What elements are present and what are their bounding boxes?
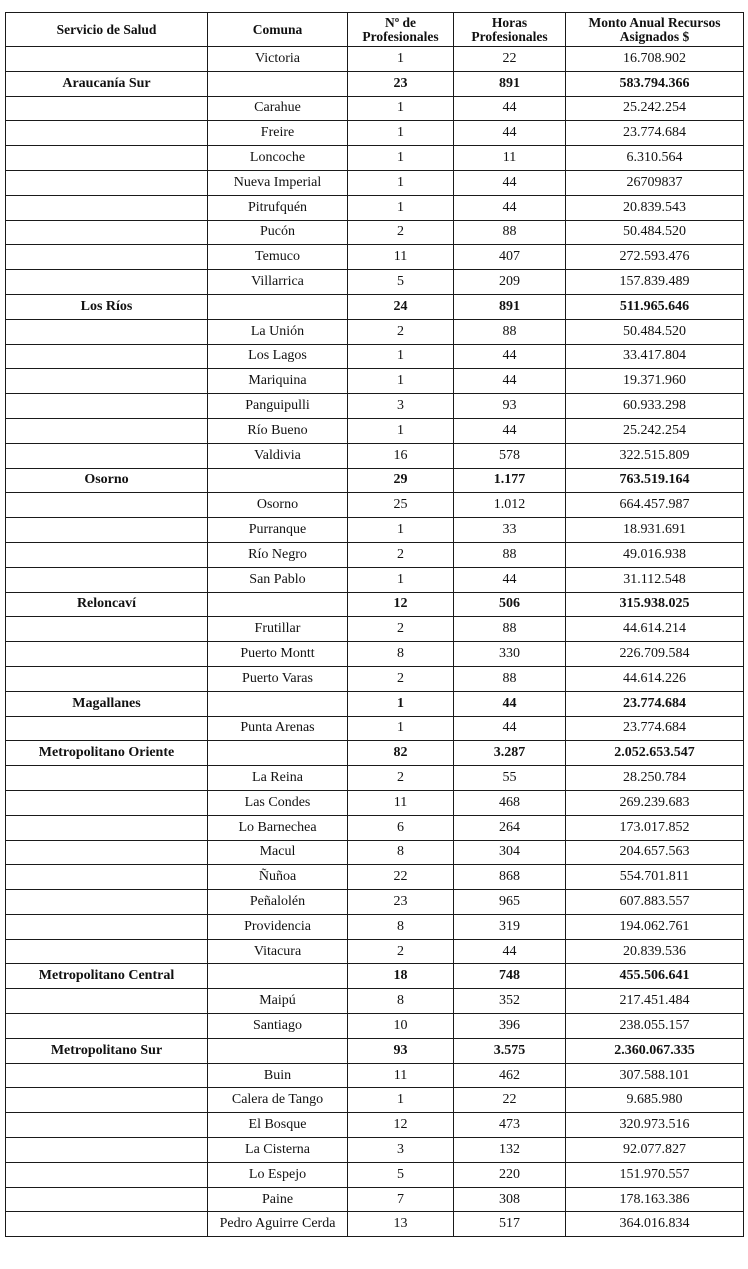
comuna-row xyxy=(6,170,744,195)
cell-comuna: Frutillar xyxy=(208,617,348,642)
cell-servicio-de-salud xyxy=(6,939,208,964)
cell-comuna: Carahue xyxy=(208,96,348,121)
cell-monto-anual: 173.017.852 xyxy=(566,815,744,840)
cell-comuna: Victoria xyxy=(208,47,348,72)
cell-monto-anual: 151.970.557 xyxy=(566,1162,744,1187)
cell-servicio-de-salud xyxy=(6,493,208,518)
cell-servicio-de-salud: Metropolitano Sur xyxy=(6,1038,208,1063)
cell-comuna xyxy=(208,71,348,96)
cell-comuna: Providencia xyxy=(208,914,348,939)
cell-monto-anual: 763.519.164 xyxy=(566,468,744,493)
cell-comuna: San Pablo xyxy=(208,567,348,592)
cell-comuna: Las Condes xyxy=(208,790,348,815)
cell-comuna: Calera de Tango xyxy=(208,1088,348,1113)
cell-horas-profesionales: 44 xyxy=(454,939,566,964)
cell-horas-profesionales: 93 xyxy=(454,394,566,419)
cell-comuna: Lo Barnechea xyxy=(208,815,348,840)
cell-monto-anual: 6.310.564 xyxy=(566,146,744,171)
cell-monto-anual: 269.239.683 xyxy=(566,790,744,815)
comuna-row xyxy=(6,890,744,915)
cell-horas-profesionales: 88 xyxy=(454,617,566,642)
cell-monto-anual: 49.016.938 xyxy=(566,542,744,567)
cell-horas-profesionales: 22 xyxy=(454,47,566,72)
cell-horas-profesionales: 11 xyxy=(454,146,566,171)
cell-comuna: Buin xyxy=(208,1063,348,1088)
cell-num-profesionales: 29 xyxy=(348,468,454,493)
cell-servicio-de-salud: Magallanes xyxy=(6,691,208,716)
cell-servicio-de-salud: Metropolitano Central xyxy=(6,964,208,989)
comuna-row xyxy=(6,369,744,394)
cell-num-profesionales: 2 xyxy=(348,542,454,567)
table-body xyxy=(6,47,744,1237)
cell-monto-anual: 2.360.067.335 xyxy=(566,1038,744,1063)
cell-monto-anual: 16.708.902 xyxy=(566,47,744,72)
cell-monto-anual: 25.242.254 xyxy=(566,96,744,121)
cell-monto-anual: 315.938.025 xyxy=(566,592,744,617)
cell-servicio-de-salud: Reloncaví xyxy=(6,592,208,617)
cell-num-profesionales: 16 xyxy=(348,443,454,468)
cell-comuna: La Unión xyxy=(208,319,348,344)
cell-comuna xyxy=(208,691,348,716)
cell-comuna xyxy=(208,964,348,989)
cell-monto-anual: 204.657.563 xyxy=(566,840,744,865)
cell-servicio-de-salud xyxy=(6,170,208,195)
comuna-row xyxy=(6,914,744,939)
cell-monto-anual: 23.774.684 xyxy=(566,716,744,741)
cell-servicio-de-salud xyxy=(6,865,208,890)
cell-horas-profesionales: 44 xyxy=(454,418,566,443)
comuna-row xyxy=(6,319,744,344)
cell-num-profesionales: 1 xyxy=(348,47,454,72)
comuna-row xyxy=(6,865,744,890)
cell-monto-anual: 26709837 xyxy=(566,170,744,195)
cell-servicio-de-salud xyxy=(6,1138,208,1163)
cell-servicio-de-salud xyxy=(6,518,208,543)
cell-num-profesionales: 13 xyxy=(348,1212,454,1237)
cell-num-profesionales: 10 xyxy=(348,1014,454,1039)
cell-monto-anual: 511.965.646 xyxy=(566,294,744,319)
cell-monto-anual: 178.163.386 xyxy=(566,1187,744,1212)
service-summary-row xyxy=(6,964,744,989)
comuna-row xyxy=(6,121,744,146)
cell-horas-profesionales: 965 xyxy=(454,890,566,915)
cell-horas-profesionales: 264 xyxy=(454,815,566,840)
cell-monto-anual: 364.016.834 xyxy=(566,1212,744,1237)
cell-num-profesionales: 8 xyxy=(348,989,454,1014)
service-summary-row xyxy=(6,294,744,319)
cell-horas-profesionales: 44 xyxy=(454,369,566,394)
cell-monto-anual: 50.484.520 xyxy=(566,319,744,344)
cell-servicio-de-salud xyxy=(6,790,208,815)
cell-servicio-de-salud xyxy=(6,1162,208,1187)
cell-num-profesionales: 18 xyxy=(348,964,454,989)
cell-servicio-de-salud xyxy=(6,666,208,691)
cell-horas-profesionales: 506 xyxy=(454,592,566,617)
cell-comuna: Loncoche xyxy=(208,146,348,171)
cell-num-profesionales: 11 xyxy=(348,245,454,270)
cell-comuna: Osorno xyxy=(208,493,348,518)
cell-comuna xyxy=(208,294,348,319)
cell-num-profesionales: 7 xyxy=(348,1187,454,1212)
cell-horas-profesionales: 44 xyxy=(454,170,566,195)
cell-monto-anual: 226.709.584 xyxy=(566,642,744,667)
cell-num-profesionales: 3 xyxy=(348,394,454,419)
cell-num-profesionales: 6 xyxy=(348,815,454,840)
cell-horas-profesionales: 44 xyxy=(454,567,566,592)
cell-horas-profesionales: 396 xyxy=(454,1014,566,1039)
service-summary-row xyxy=(6,691,744,716)
cell-comuna: Nueva Imperial xyxy=(208,170,348,195)
cell-horas-profesionales: 1.177 xyxy=(454,468,566,493)
cell-num-profesionales: 23 xyxy=(348,890,454,915)
comuna-row xyxy=(6,1212,744,1237)
cell-comuna: Lo Espejo xyxy=(208,1162,348,1187)
cell-horas-profesionales: 220 xyxy=(454,1162,566,1187)
resource-allocation-table xyxy=(5,12,744,1237)
cell-servicio-de-salud xyxy=(6,245,208,270)
cell-servicio-de-salud xyxy=(6,96,208,121)
service-summary-row xyxy=(6,1038,744,1063)
cell-horas-profesionales: 748 xyxy=(454,964,566,989)
cell-horas-profesionales: 55 xyxy=(454,766,566,791)
cell-comuna: Río Bueno xyxy=(208,418,348,443)
cell-monto-anual: 92.077.827 xyxy=(566,1138,744,1163)
cell-comuna: Río Negro xyxy=(208,542,348,567)
cell-num-profesionales: 2 xyxy=(348,617,454,642)
comuna-row xyxy=(6,815,744,840)
cell-servicio-de-salud xyxy=(6,617,208,642)
cell-comuna xyxy=(208,592,348,617)
cell-num-profesionales: 1 xyxy=(348,1088,454,1113)
cell-num-profesionales: 1 xyxy=(348,121,454,146)
cell-monto-anual: 217.451.484 xyxy=(566,989,744,1014)
cell-comuna: Maipú xyxy=(208,989,348,1014)
cell-monto-anual: 157.839.489 xyxy=(566,270,744,295)
cell-comuna: Panguipulli xyxy=(208,394,348,419)
cell-monto-anual: 23.774.684 xyxy=(566,691,744,716)
cell-horas-profesionales: 1.012 xyxy=(454,493,566,518)
cell-monto-anual: 33.417.804 xyxy=(566,344,744,369)
cell-num-profesionales: 2 xyxy=(348,220,454,245)
cell-horas-profesionales: 868 xyxy=(454,865,566,890)
cell-horas-profesionales: 88 xyxy=(454,666,566,691)
cell-num-profesionales: 5 xyxy=(348,270,454,295)
cell-horas-profesionales: 132 xyxy=(454,1138,566,1163)
comuna-row xyxy=(6,1187,744,1212)
cell-servicio-de-salud xyxy=(6,642,208,667)
cell-monto-anual: 23.774.684 xyxy=(566,121,744,146)
cell-comuna: Freire xyxy=(208,121,348,146)
cell-comuna: Santiago xyxy=(208,1014,348,1039)
cell-num-profesionales: 11 xyxy=(348,1063,454,1088)
cell-servicio-de-salud xyxy=(6,369,208,394)
cell-servicio-de-salud xyxy=(6,567,208,592)
service-summary-row xyxy=(6,592,744,617)
comuna-row xyxy=(6,1162,744,1187)
cell-servicio-de-salud xyxy=(6,1187,208,1212)
cell-servicio-de-salud xyxy=(6,344,208,369)
header-num-profesionales: Nº de Profesionales xyxy=(348,13,454,47)
cell-servicio-de-salud xyxy=(6,319,208,344)
comuna-row xyxy=(6,418,744,443)
cell-num-profesionales: 2 xyxy=(348,766,454,791)
comuna-row xyxy=(6,642,744,667)
cell-comuna xyxy=(208,468,348,493)
comuna-row xyxy=(6,1063,744,1088)
header-monto-anual: Monto Anual Recursos Asignados $ xyxy=(566,13,744,47)
service-summary-row xyxy=(6,468,744,493)
cell-num-profesionales: 82 xyxy=(348,741,454,766)
cell-servicio-de-salud xyxy=(6,989,208,1014)
comuna-row xyxy=(6,146,744,171)
cell-horas-profesionales: 88 xyxy=(454,220,566,245)
cell-monto-anual: 307.588.101 xyxy=(566,1063,744,1088)
cell-horas-profesionales: 330 xyxy=(454,642,566,667)
cell-horas-profesionales: 44 xyxy=(454,691,566,716)
cell-num-profesionales: 1 xyxy=(348,691,454,716)
cell-num-profesionales: 1 xyxy=(348,418,454,443)
cell-num-profesionales: 2 xyxy=(348,939,454,964)
cell-horas-profesionales: 209 xyxy=(454,270,566,295)
comuna-row xyxy=(6,989,744,1014)
cell-horas-profesionales: 407 xyxy=(454,245,566,270)
cell-servicio-de-salud xyxy=(6,418,208,443)
cell-horas-profesionales: 304 xyxy=(454,840,566,865)
cell-comuna: Villarrica xyxy=(208,270,348,295)
comuna-row xyxy=(6,1113,744,1138)
cell-servicio-de-salud xyxy=(6,121,208,146)
cell-num-profesionales: 3 xyxy=(348,1138,454,1163)
cell-servicio-de-salud xyxy=(6,840,208,865)
cell-monto-anual: 238.055.157 xyxy=(566,1014,744,1039)
cell-servicio-de-salud xyxy=(6,220,208,245)
cell-monto-anual: 44.614.226 xyxy=(566,666,744,691)
cell-horas-profesionales: 3.287 xyxy=(454,741,566,766)
cell-servicio-de-salud xyxy=(6,270,208,295)
cell-comuna: Pedro Aguirre Cerda xyxy=(208,1212,348,1237)
cell-num-profesionales: 12 xyxy=(348,592,454,617)
comuna-row xyxy=(6,766,744,791)
cell-comuna xyxy=(208,1038,348,1063)
cell-comuna: Purranque xyxy=(208,518,348,543)
cell-servicio-de-salud xyxy=(6,146,208,171)
cell-horas-profesionales: 22 xyxy=(454,1088,566,1113)
comuna-row xyxy=(6,790,744,815)
service-summary-row xyxy=(6,741,744,766)
cell-num-profesionales: 11 xyxy=(348,790,454,815)
cell-num-profesionales: 23 xyxy=(348,71,454,96)
cell-comuna: Paine xyxy=(208,1187,348,1212)
cell-num-profesionales: 5 xyxy=(348,1162,454,1187)
cell-num-profesionales: 1 xyxy=(348,96,454,121)
cell-servicio-de-salud xyxy=(6,716,208,741)
cell-monto-anual: 20.839.543 xyxy=(566,195,744,220)
comuna-row xyxy=(6,567,744,592)
cell-comuna: Puerto Montt xyxy=(208,642,348,667)
cell-monto-anual: 554.701.811 xyxy=(566,865,744,890)
cell-servicio-de-salud xyxy=(6,1113,208,1138)
service-summary-row xyxy=(6,71,744,96)
comuna-row xyxy=(6,245,744,270)
cell-monto-anual: 320.973.516 xyxy=(566,1113,744,1138)
cell-num-profesionales: 1 xyxy=(348,518,454,543)
cell-comuna: Valdivia xyxy=(208,443,348,468)
comuna-row xyxy=(6,270,744,295)
cell-servicio-de-salud xyxy=(6,890,208,915)
cell-horas-profesionales: 578 xyxy=(454,443,566,468)
cell-comuna: La Reina xyxy=(208,766,348,791)
cell-servicio-de-salud xyxy=(6,542,208,567)
cell-monto-anual: 20.839.536 xyxy=(566,939,744,964)
comuna-row xyxy=(6,220,744,245)
cell-servicio-de-salud xyxy=(6,1063,208,1088)
cell-num-profesionales: 12 xyxy=(348,1113,454,1138)
cell-comuna: Pitrufquén xyxy=(208,195,348,220)
comuna-row xyxy=(6,1138,744,1163)
cell-monto-anual: 272.593.476 xyxy=(566,245,744,270)
cell-comuna: Vitacura xyxy=(208,939,348,964)
cell-num-profesionales: 8 xyxy=(348,642,454,667)
cell-horas-profesionales: 88 xyxy=(454,319,566,344)
cell-servicio-de-salud xyxy=(6,47,208,72)
cell-monto-anual: 607.883.557 xyxy=(566,890,744,915)
cell-monto-anual: 322.515.809 xyxy=(566,443,744,468)
cell-num-profesionales: 25 xyxy=(348,493,454,518)
cell-monto-anual: 19.371.960 xyxy=(566,369,744,394)
cell-horas-profesionales: 44 xyxy=(454,344,566,369)
cell-comuna: El Bosque xyxy=(208,1113,348,1138)
cell-num-profesionales: 8 xyxy=(348,840,454,865)
comuna-row xyxy=(6,716,744,741)
comuna-row xyxy=(6,493,744,518)
cell-monto-anual: 583.794.366 xyxy=(566,71,744,96)
comuna-row xyxy=(6,195,744,220)
cell-horas-profesionales: 473 xyxy=(454,1113,566,1138)
cell-num-profesionales: 2 xyxy=(348,319,454,344)
cell-num-profesionales: 8 xyxy=(348,914,454,939)
cell-monto-anual: 18.931.691 xyxy=(566,518,744,543)
cell-horas-profesionales: 352 xyxy=(454,989,566,1014)
cell-monto-anual: 25.242.254 xyxy=(566,418,744,443)
cell-servicio-de-salud xyxy=(6,766,208,791)
cell-horas-profesionales: 462 xyxy=(454,1063,566,1088)
cell-horas-profesionales: 44 xyxy=(454,121,566,146)
cell-horas-profesionales: 33 xyxy=(454,518,566,543)
cell-comuna xyxy=(208,741,348,766)
cell-servicio-de-salud xyxy=(6,195,208,220)
cell-num-profesionales: 1 xyxy=(348,369,454,394)
cell-horas-profesionales: 44 xyxy=(454,96,566,121)
cell-servicio-de-salud xyxy=(6,394,208,419)
cell-horas-profesionales: 44 xyxy=(454,716,566,741)
cell-comuna: Macul xyxy=(208,840,348,865)
cell-monto-anual: 9.685.980 xyxy=(566,1088,744,1113)
cell-num-profesionales: 24 xyxy=(348,294,454,319)
cell-comuna: Temuco xyxy=(208,245,348,270)
cell-num-profesionales: 1 xyxy=(348,344,454,369)
cell-monto-anual: 455.506.641 xyxy=(566,964,744,989)
comuna-row xyxy=(6,344,744,369)
cell-comuna: Punta Arenas xyxy=(208,716,348,741)
comuna-row xyxy=(6,443,744,468)
cell-servicio-de-salud xyxy=(6,1014,208,1039)
cell-comuna: Puerto Varas xyxy=(208,666,348,691)
cell-servicio-de-salud: Osorno xyxy=(6,468,208,493)
cell-servicio-de-salud: Araucanía Sur xyxy=(6,71,208,96)
cell-servicio-de-salud xyxy=(6,443,208,468)
cell-num-profesionales: 1 xyxy=(348,195,454,220)
cell-num-profesionales: 1 xyxy=(348,716,454,741)
cell-horas-profesionales: 319 xyxy=(454,914,566,939)
cell-num-profesionales: 1 xyxy=(348,567,454,592)
comuna-row xyxy=(6,542,744,567)
cell-horas-profesionales: 44 xyxy=(454,195,566,220)
cell-comuna: Ñuñoa xyxy=(208,865,348,890)
cell-monto-anual: 44.614.214 xyxy=(566,617,744,642)
header-comuna: Comuna xyxy=(208,13,348,47)
cell-comuna: Peñalolén xyxy=(208,890,348,915)
comuna-row xyxy=(6,939,744,964)
cell-servicio-de-salud xyxy=(6,815,208,840)
cell-comuna: Los Lagos xyxy=(208,344,348,369)
comuna-row xyxy=(6,617,744,642)
cell-num-profesionales: 1 xyxy=(348,170,454,195)
comuna-row xyxy=(6,96,744,121)
cell-servicio-de-salud xyxy=(6,914,208,939)
header-horas-profesionales: Horas Profesionales xyxy=(454,13,566,47)
cell-num-profesionales: 93 xyxy=(348,1038,454,1063)
cell-horas-profesionales: 891 xyxy=(454,294,566,319)
cell-comuna: La Cisterna xyxy=(208,1138,348,1163)
cell-servicio-de-salud xyxy=(6,1088,208,1113)
comuna-row xyxy=(6,666,744,691)
header-row xyxy=(6,13,744,47)
cell-num-profesionales: 2 xyxy=(348,666,454,691)
cell-horas-profesionales: 88 xyxy=(454,542,566,567)
cell-monto-anual: 60.933.298 xyxy=(566,394,744,419)
comuna-row xyxy=(6,518,744,543)
cell-servicio-de-salud: Metropolitano Oriente xyxy=(6,741,208,766)
cell-servicio-de-salud: Los Ríos xyxy=(6,294,208,319)
cell-comuna: Mariquina xyxy=(208,369,348,394)
cell-horas-profesionales: 308 xyxy=(454,1187,566,1212)
cell-monto-anual: 2.052.653.547 xyxy=(566,741,744,766)
cell-monto-anual: 194.062.761 xyxy=(566,914,744,939)
cell-num-profesionales: 1 xyxy=(348,146,454,171)
cell-monto-anual: 664.457.987 xyxy=(566,493,744,518)
comuna-row xyxy=(6,840,744,865)
cell-horas-profesionales: 468 xyxy=(454,790,566,815)
cell-servicio-de-salud xyxy=(6,1212,208,1237)
cell-monto-anual: 31.112.548 xyxy=(566,567,744,592)
cell-comuna: Pucón xyxy=(208,220,348,245)
comuna-row xyxy=(6,394,744,419)
comuna-row xyxy=(6,1014,744,1039)
cell-horas-profesionales: 891 xyxy=(454,71,566,96)
cell-horas-profesionales: 3.575 xyxy=(454,1038,566,1063)
cell-num-profesionales: 22 xyxy=(348,865,454,890)
header-servicio-de-salud: Servicio de Salud xyxy=(6,13,208,47)
cell-monto-anual: 50.484.520 xyxy=(566,220,744,245)
comuna-row xyxy=(6,47,744,72)
cell-monto-anual: 28.250.784 xyxy=(566,766,744,791)
cell-horas-profesionales: 517 xyxy=(454,1212,566,1237)
comuna-row xyxy=(6,1088,744,1113)
